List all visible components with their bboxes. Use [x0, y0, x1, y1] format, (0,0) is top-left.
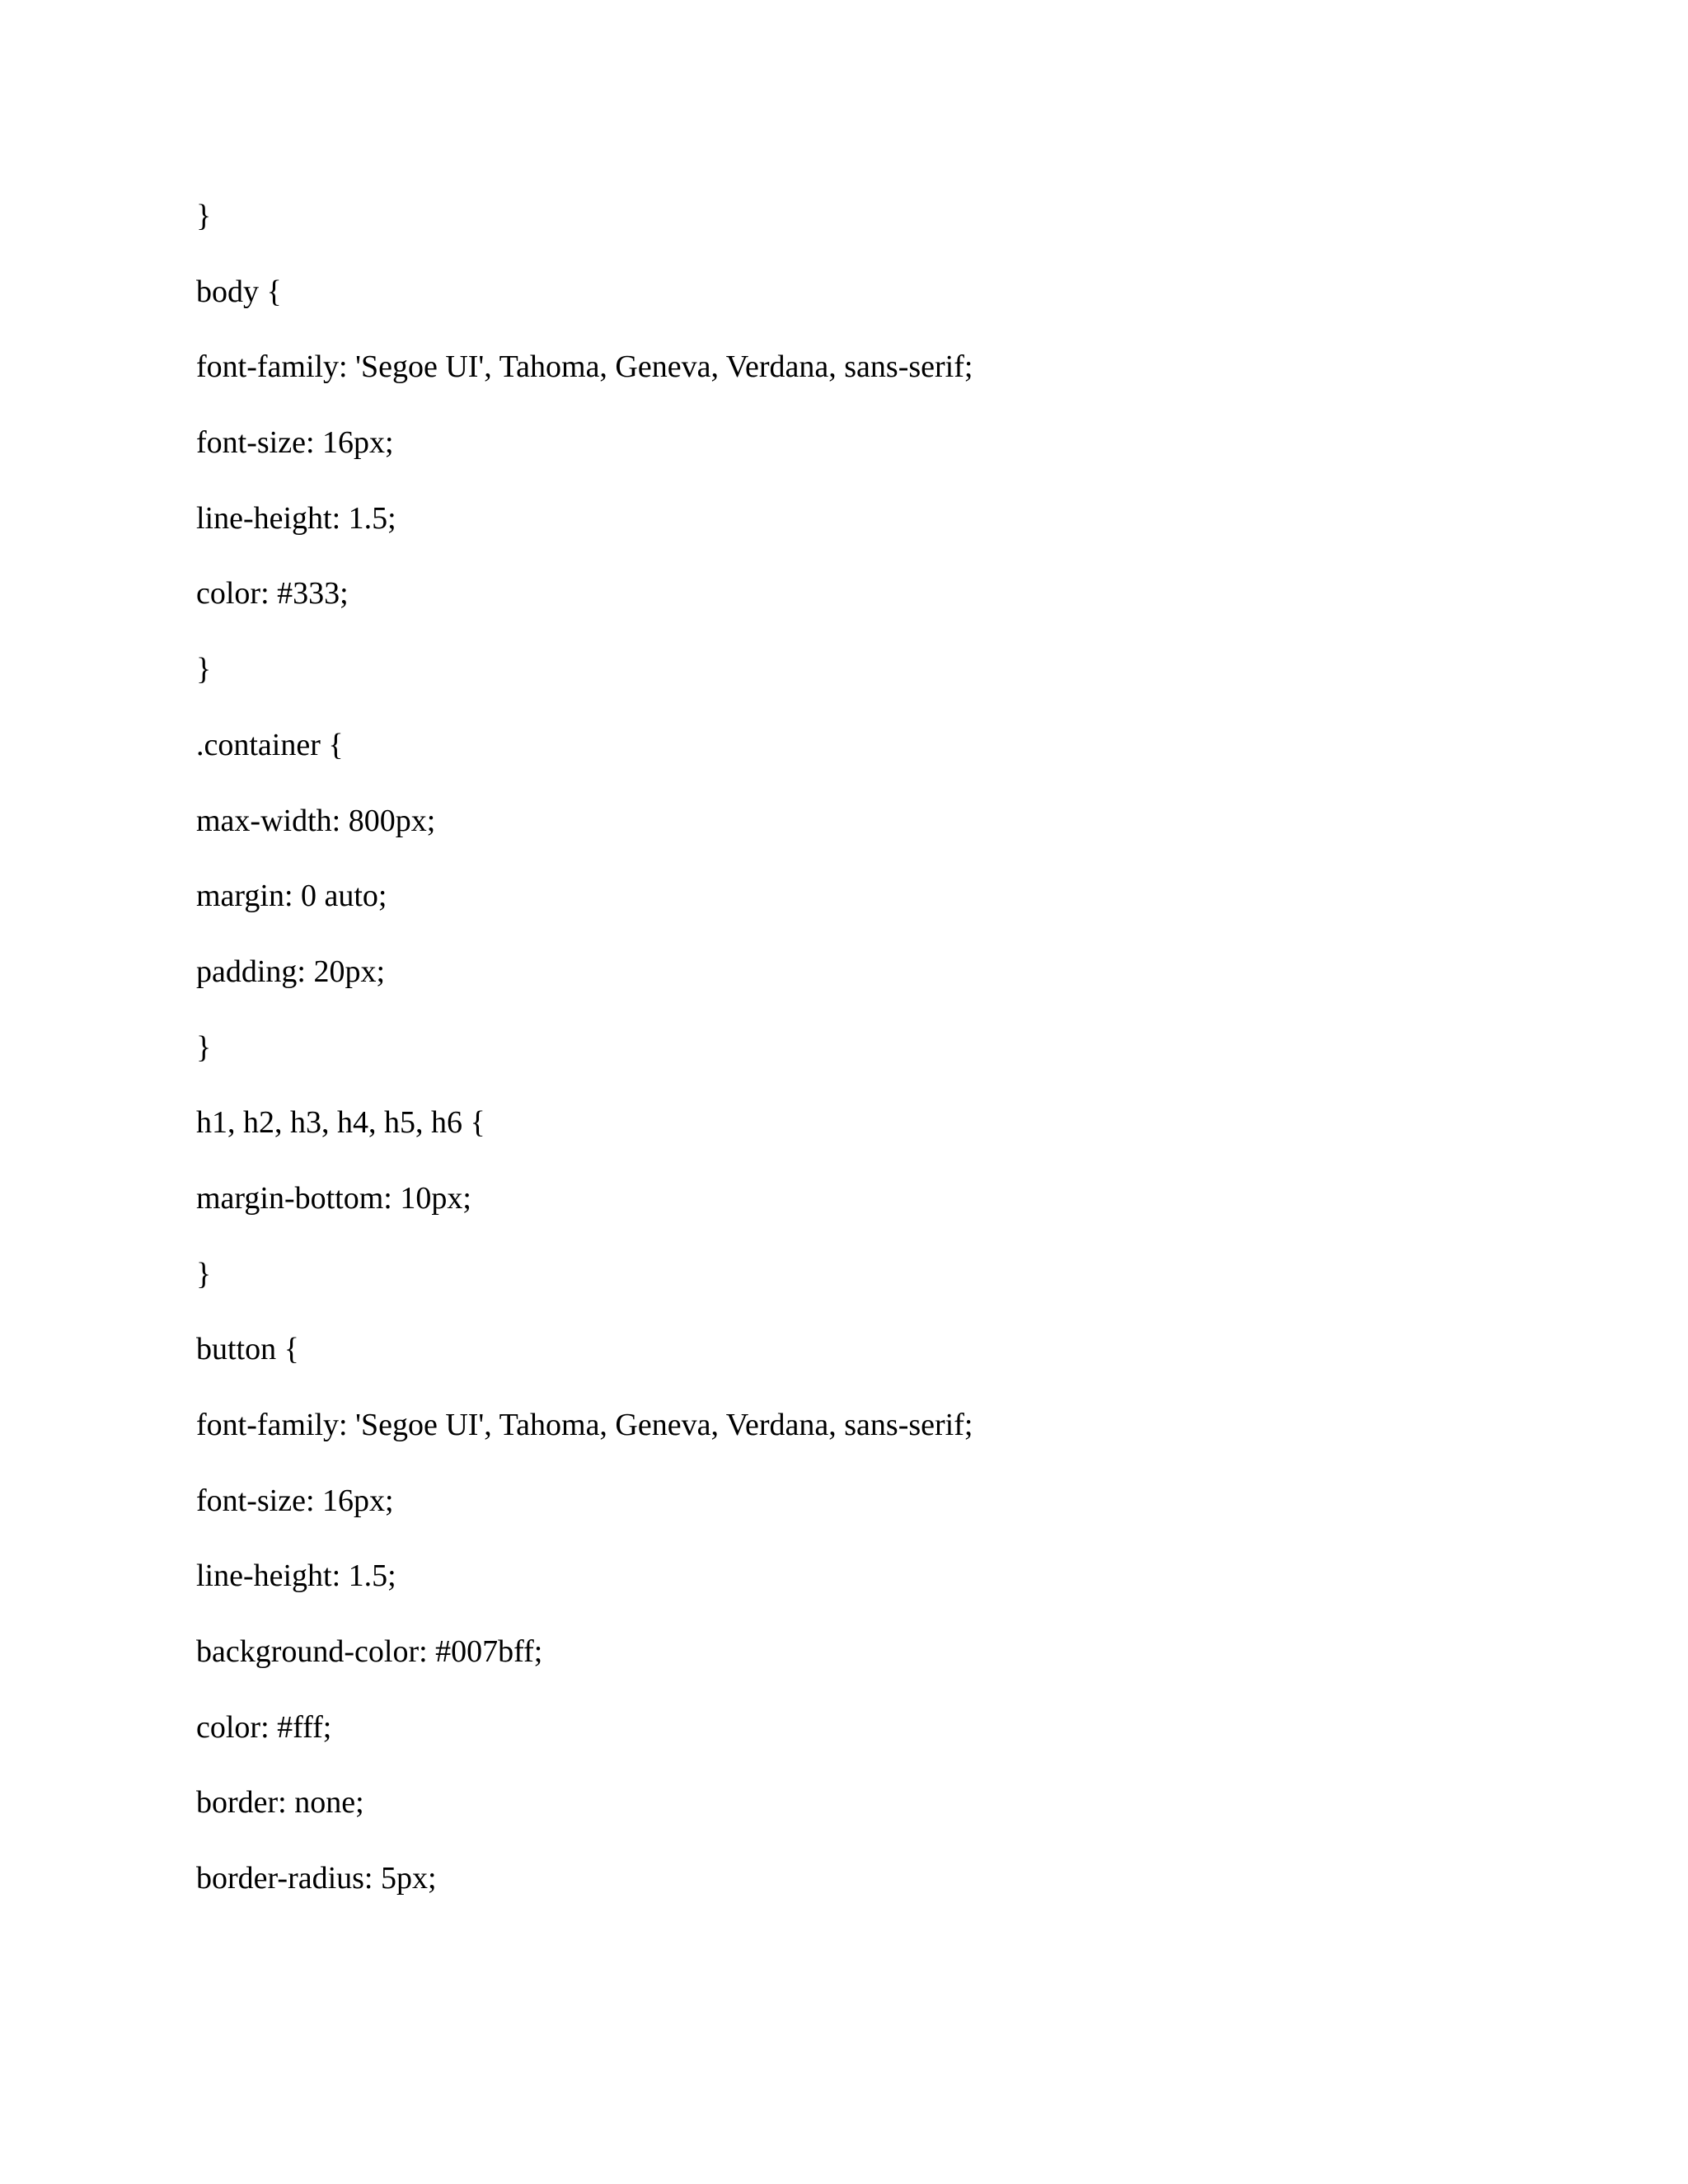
text-line: border-radius: 5px; — [196, 1861, 437, 1896]
text-line: border: none; — [196, 1785, 364, 1821]
text-line: } — [196, 1029, 212, 1065]
text-line: margin-bottom: 10px; — [196, 1180, 471, 1216]
text-line: h1, h2, h3, h4, h5, h6 { — [196, 1105, 485, 1141]
text-line: } — [196, 1256, 212, 1291]
text-line: font-size: 16px; — [196, 1483, 394, 1518]
text-line: color: #333; — [196, 576, 349, 612]
text-line: button { — [196, 1332, 299, 1367]
text-line: line-height: 1.5; — [196, 1558, 396, 1594]
text-line: } — [196, 199, 212, 233]
text-line: font-size: 16px; — [196, 425, 394, 461]
text-line: color: #fff; — [196, 1709, 332, 1745]
text-line: } — [196, 652, 212, 687]
text-line: line-height: 1.5; — [196, 500, 396, 536]
code-text-block — [196, 191, 973, 1929]
text-line: font-family: 'Segoe UI', Tahoma, Geneva, Verdana, sans-serif; — [196, 349, 973, 385]
text-line: max-width: 800px; — [196, 803, 436, 838]
text-line: margin: 0 auto; — [196, 879, 387, 914]
text-line: background-color: #007bff; — [196, 1634, 543, 1670]
text-line: font-family: 'Segoe UI', Tahoma, Geneva, Verdana, sans-serif; — [196, 1408, 973, 1442]
text-line: padding: 20px; — [196, 954, 386, 989]
text-line: body { — [196, 274, 282, 309]
text-line: .container { — [196, 727, 344, 762]
